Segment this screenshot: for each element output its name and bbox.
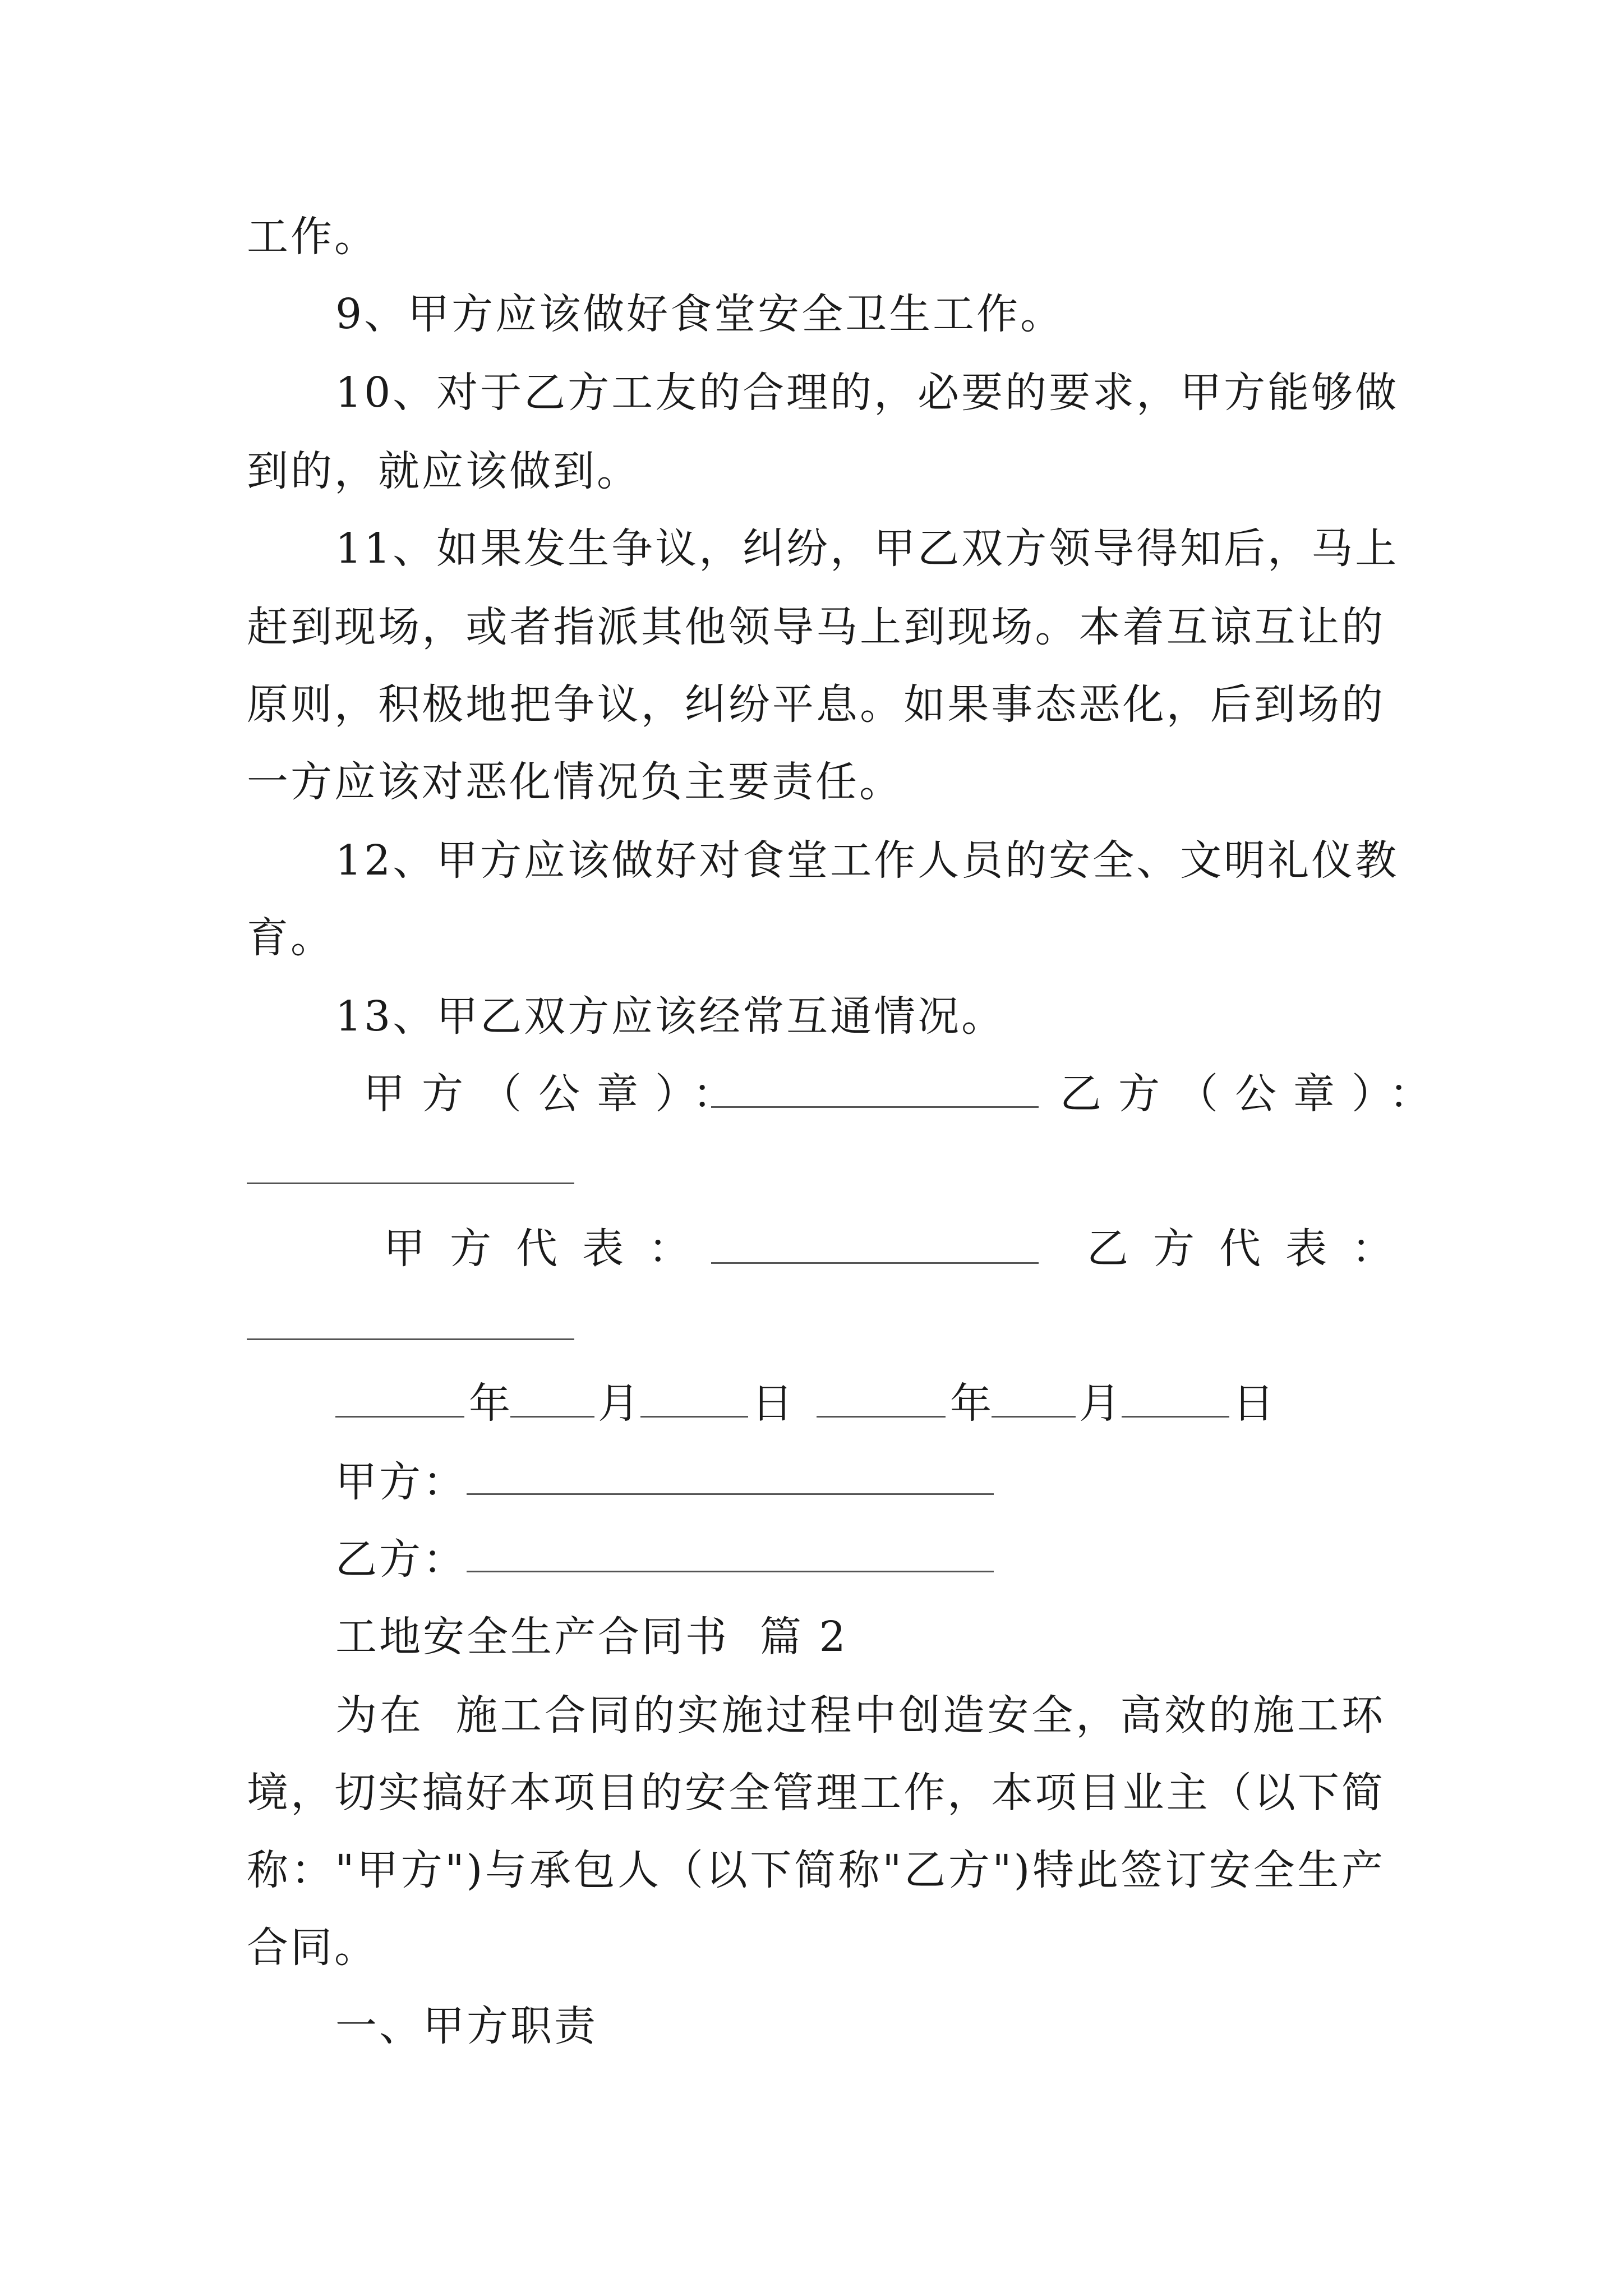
section-heading: 一、甲方职责 bbox=[335, 2002, 598, 2050]
text-line: 10、对于乙方工友的合理的，必要的要求，甲方能够做 bbox=[335, 369, 1399, 417]
date-b-day-blank bbox=[1122, 1416, 1229, 1418]
date-b-year-blank bbox=[817, 1416, 946, 1418]
party-a-label: 甲方： bbox=[335, 1458, 467, 1506]
text-line: 工作。 bbox=[247, 213, 378, 261]
date-b-month-label: 月 bbox=[1079, 1379, 1123, 1428]
party-a-seal-blank bbox=[711, 1106, 1039, 1108]
party-b-rep-label: 乙方代表： bbox=[1087, 1225, 1418, 1273]
party-a-rep-label: 甲方代表： bbox=[384, 1225, 714, 1273]
date-a-year-label: 年 bbox=[469, 1379, 513, 1428]
text-line: 11、如果发生争议，纠纷，甲乙双方领导得知后，马上 bbox=[335, 524, 1399, 573]
party-a-blank bbox=[467, 1493, 994, 1495]
party-b-label: 乙方： bbox=[335, 1535, 467, 1584]
text-line: 称："甲方")与承包人（以下简称"乙方")特此签订安全生产 bbox=[247, 1846, 1385, 1894]
section-title: 工地安全生产合同书 篇 2 bbox=[335, 1613, 848, 1661]
date-a-day-label: 日 bbox=[751, 1379, 795, 1428]
party-b-seal-blank bbox=[247, 1182, 574, 1184]
text-line: 合同。 bbox=[247, 1924, 378, 1972]
text-line: 原则，积极地把争议，纠纷平息。如果事态恶化，后到场的 bbox=[247, 680, 1385, 729]
date-b-month-blank bbox=[992, 1416, 1076, 1418]
text-line: 育。 bbox=[247, 914, 334, 962]
text-line: 13、甲乙双方应该经常互通情况。 bbox=[335, 992, 1006, 1041]
date-a-month-blank bbox=[510, 1416, 594, 1418]
date-a-year-blank bbox=[335, 1416, 464, 1418]
party-a-rep-blank bbox=[711, 1262, 1039, 1264]
text-line: 为在 施工合同的实施过程中创造安全，高效的施工环 bbox=[335, 1691, 1385, 1740]
text-line: 9、甲方应该做好食堂安全卫生工作。 bbox=[335, 290, 1064, 338]
date-a-month-label: 月 bbox=[598, 1379, 642, 1428]
party-b-seal-label: 乙方（公章）： bbox=[1060, 1070, 1447, 1118]
text-line: 12、甲方应该做好对食堂工作人员的安全、文明礼仪教 bbox=[335, 836, 1399, 885]
date-a-day-blank bbox=[640, 1416, 748, 1418]
text-line: 到的，就应该做到。 bbox=[247, 447, 640, 495]
date-b-day-label: 日 bbox=[1233, 1379, 1276, 1428]
date-b-year-label: 年 bbox=[950, 1379, 994, 1428]
text-line: 一方应该对恶化情况负主要责任。 bbox=[247, 758, 903, 806]
party-a-seal-label: 甲方（公章）： bbox=[363, 1070, 751, 1118]
text-line: 境，切实搞好本项目的安全管理工作，本项目业主（以下简 bbox=[247, 1769, 1385, 1817]
party-b-blank bbox=[467, 1571, 994, 1572]
text-line: 赶到现场，或者指派其他领导马上到现场。本着互谅互让的 bbox=[247, 603, 1385, 651]
party-b-rep-blank bbox=[247, 1338, 574, 1340]
